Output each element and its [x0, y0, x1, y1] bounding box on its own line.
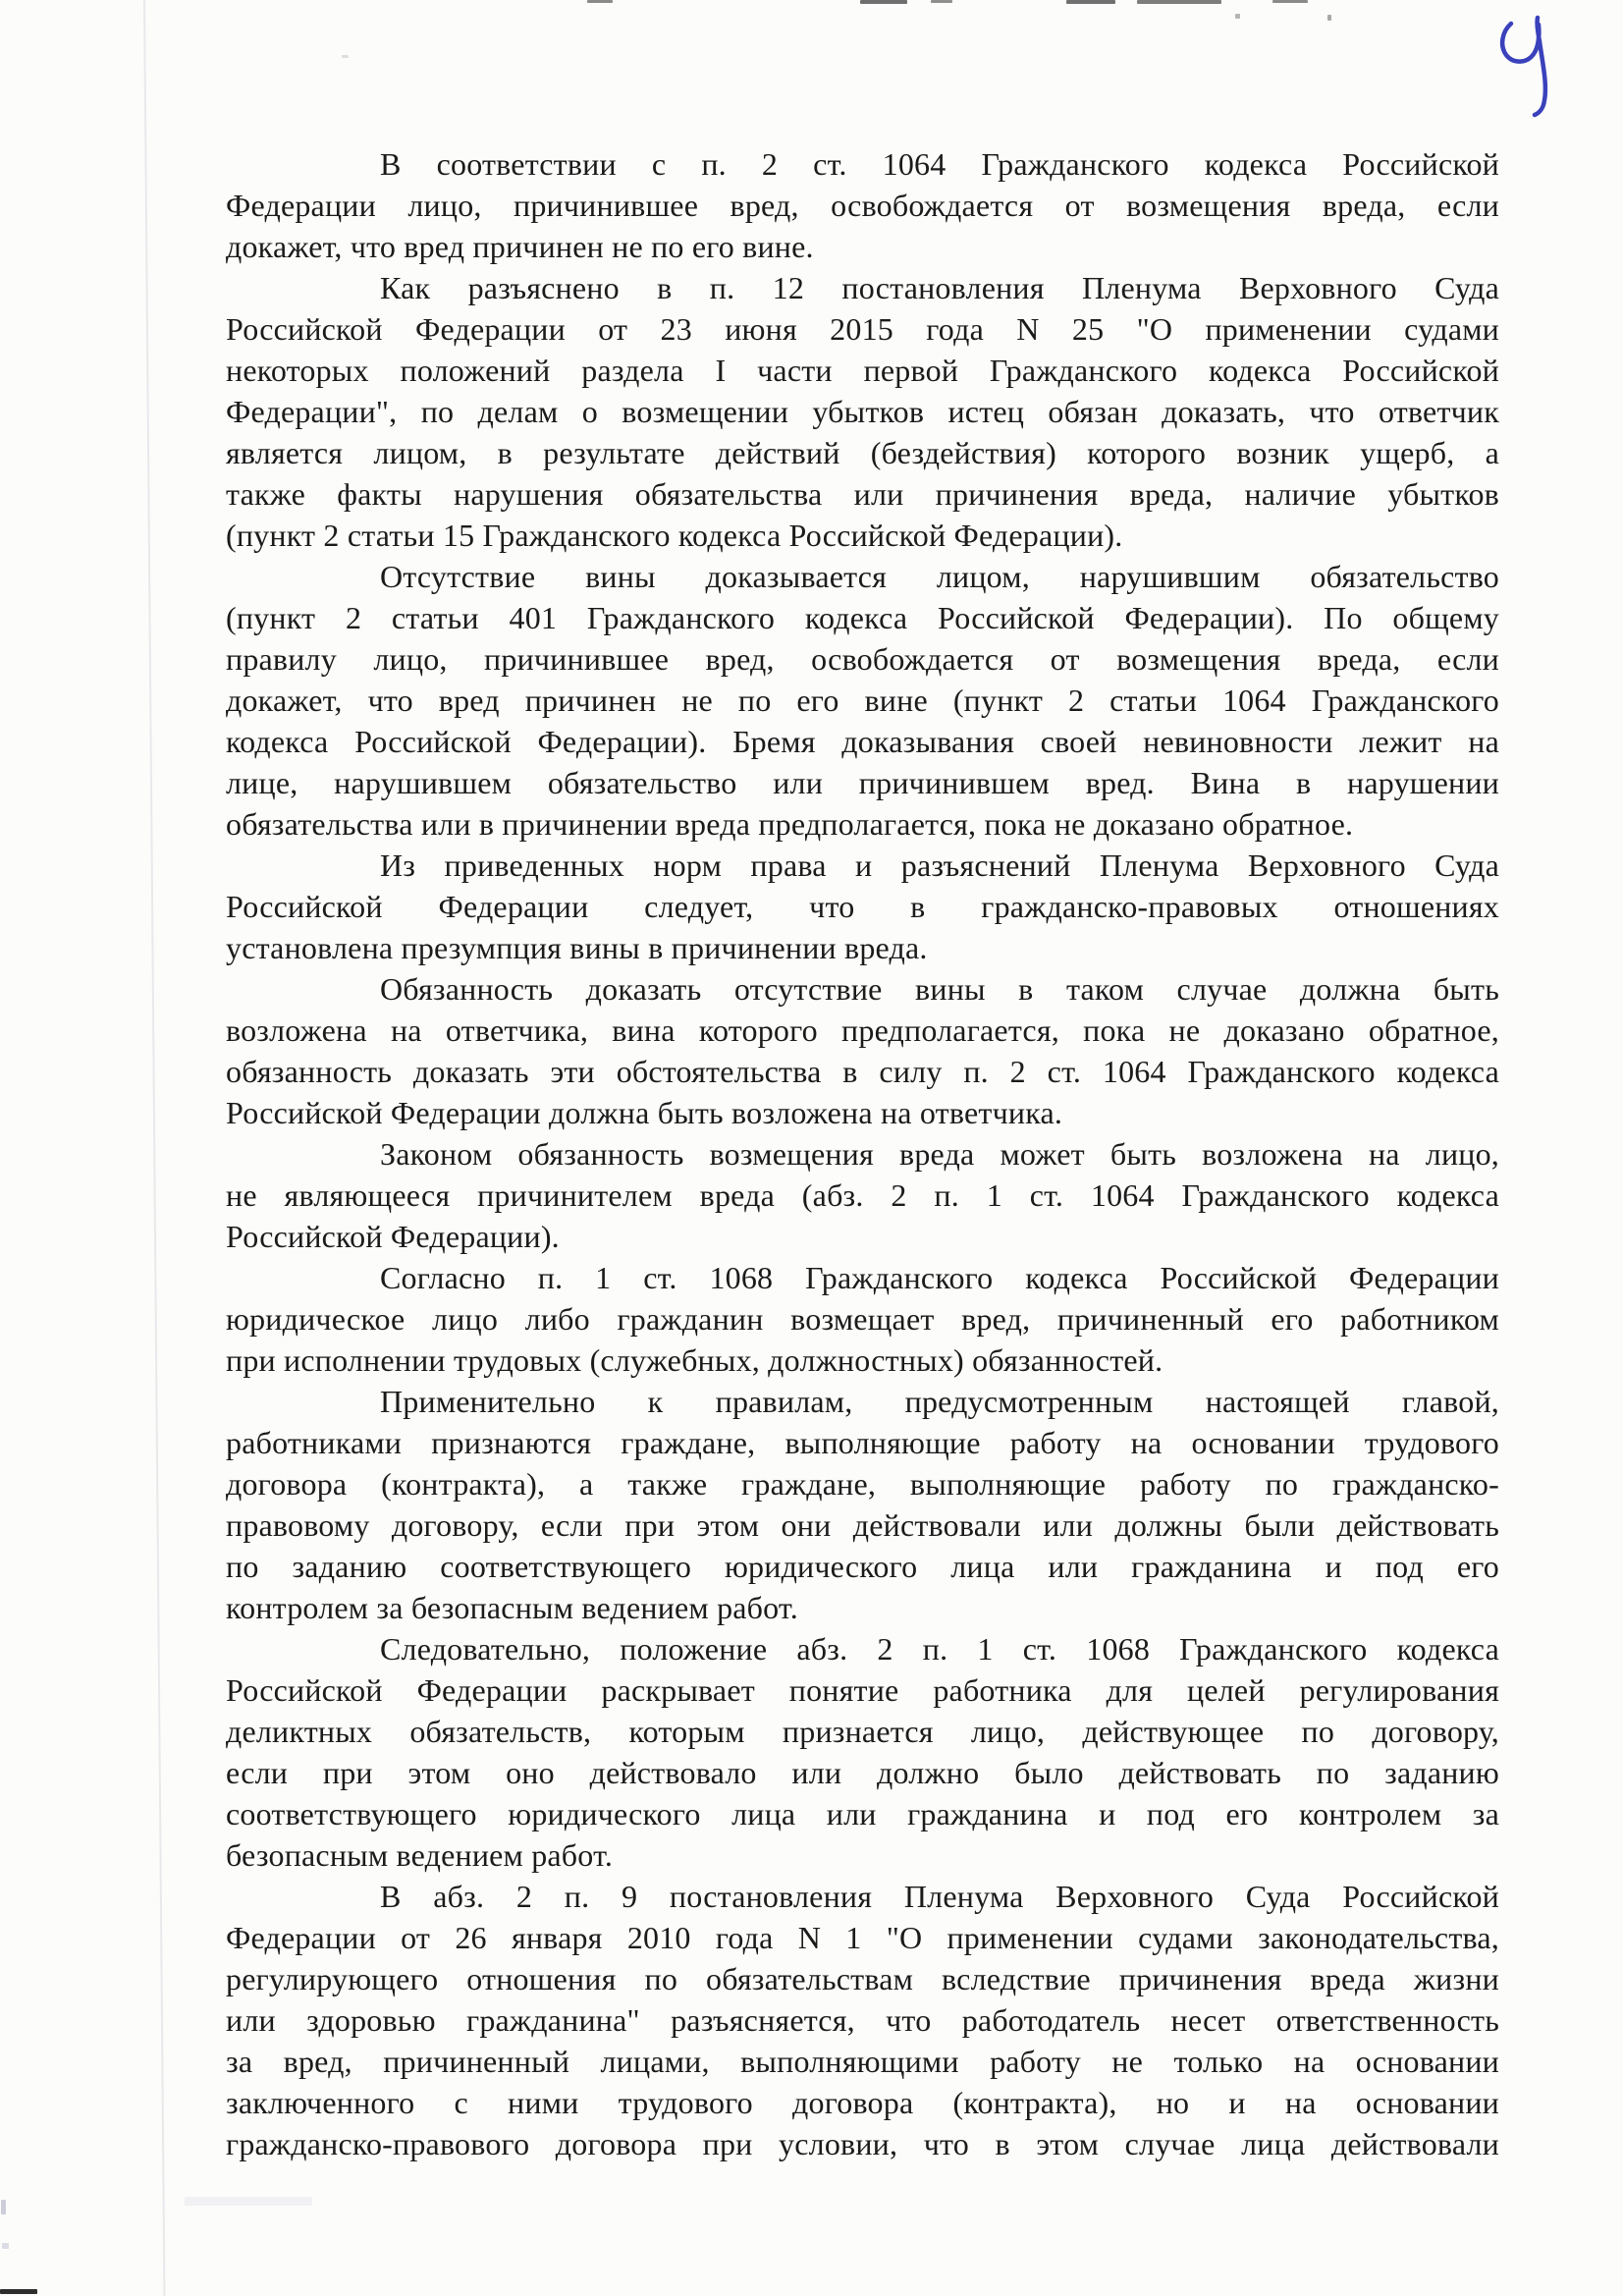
- scan-smudge: [185, 2197, 312, 2206]
- text-line: В соответствии с п. 2 ст. 1064 Гражданского кодекса Российской: [380, 146, 1499, 182]
- text-line: (пункт 2 статьи 401 Гражданского кодекса Российской Федерации). По общему: [226, 600, 1499, 635]
- text-line: (пункт 2 статьи 15 Гражданского кодекса Российской Федерации).: [226, 518, 1123, 553]
- text-line: обязательства или в причинении вреда предполагается, пока не доказано обратное.: [226, 806, 1354, 842]
- text-line: Согласно п. 1 ст. 1068 Гражданского кодекса Российской Федерации: [380, 1260, 1499, 1295]
- text-line: некоторых положений раздела I части первой Гражданского кодекса Российской: [226, 353, 1499, 388]
- scan-smudge: [1327, 15, 1331, 21]
- handwritten-page-number: [1490, 12, 1573, 118]
- scan-smudge: [0, 2289, 37, 2294]
- text-line: правилу лицо, причинившее вред, освобождается от возмещения вреда, если: [226, 641, 1499, 677]
- text-line: Обязанность доказать отсутствие вины в таком случае должна быть: [380, 971, 1499, 1007]
- text-line: является лицом, в результате действий (бездействия) которого возник ущерб, а: [226, 435, 1499, 470]
- text-line: Законом обязанность возмещения вреда может быть возложена на лицо,: [380, 1136, 1499, 1172]
- text-line: В абз. 2 п. 9 постановления Пленума Верховного Суда Российской: [380, 1879, 1499, 1914]
- text-line: Из приведенных норм права и разъяснений Пленума Верховного Суда: [380, 847, 1499, 883]
- scan-smudge: [587, 0, 613, 3]
- scan-smudge: [1, 2200, 6, 2214]
- scan-smudge: [860, 0, 907, 4]
- document-text: [226, 143, 1499, 2164]
- text-line: гражданско-правового договора при условии, что в этом случае лица действовали: [226, 2126, 1499, 2161]
- text-line: Федерации", по делам о возмещении убытков истец обязан доказать, что ответчик: [226, 394, 1499, 429]
- scan-smudge: [1066, 0, 1115, 4]
- text-line: договора (контракта), а также граждане, выполняющие работу по гражданско-: [226, 1466, 1499, 1502]
- text-line: Федерации лицо, причинившее вред, освобождается от возмещения вреда, если: [226, 188, 1499, 223]
- text-line: обязанность доказать эти обстоятельства в силу п. 2 ст. 1064 Гражданского кодекса: [226, 1054, 1499, 1089]
- text-line: работниками признаются граждане, выполняющие работу на основании трудового: [226, 1425, 1499, 1460]
- text-line: Отсутствие вины доказывается лицом, нарушившим обязательство: [380, 559, 1499, 594]
- text-line: правовому договору, если при этом они действовали или должны были действовать: [226, 1507, 1499, 1543]
- text-line: докажет, что вред причинен не по его вине.: [226, 229, 814, 264]
- text-line: деликтных обязательств, которым признается лицо, действующее по договору,: [226, 1714, 1499, 1749]
- text-line: Российской Федерации от 23 июня 2015 года N 25 "О применении судами: [226, 311, 1499, 347]
- text-line: если при этом оно действовало или должно было действовать по заданию: [226, 1755, 1499, 1790]
- text-line: кодекса Российской Федерации). Бремя доказывания своей невиновности лежит на: [226, 724, 1499, 759]
- text-line: установлена презумпция вины в причинении вреда.: [226, 930, 928, 965]
- text-line: Российской Федерации раскрывает понятие работника для целей регулирования: [226, 1672, 1499, 1708]
- text-line: Российской Федерации).: [226, 1219, 560, 1254]
- scan-smudge: [1137, 0, 1221, 4]
- text-line: или здоровью гражданина" разъясняется, что работодатель несет ответственность: [226, 2002, 1499, 2038]
- scan-smudge: [1235, 14, 1240, 19]
- text-line: Следовательно, положение абз. 2 п. 1 ст. 1068 Гражданского кодекса: [380, 1631, 1499, 1667]
- text-line: соответствующего юридического лица или гражданина и под его контролем за: [226, 1796, 1499, 1831]
- page-fold-line: [143, 0, 165, 2296]
- text-line: за вред, причиненный лицами, выполняющими работу не только на основании: [226, 2044, 1499, 2079]
- text-line: по заданию соответствующего юридического лица или гражданина и под его: [226, 1549, 1499, 1584]
- text-line: лице, нарушившем обязательство или причинившем вред. Вина в нарушении: [226, 765, 1499, 800]
- text-line: Применительно к правилам, предусмотренным настоящей главой,: [380, 1384, 1499, 1419]
- text-line: Федерации от 26 января 2010 года N 1 "О применении судами законодательства,: [226, 1920, 1499, 1955]
- text-line: контролем за безопасным ведением работ.: [226, 1590, 798, 1625]
- text-line: Российской Федерации следует, что в гражданско-правовых отношениях: [226, 889, 1499, 924]
- text-line: регулирующего отношения по обязательствам вследствие причинения вреда жизни: [226, 1961, 1499, 1996]
- scan-smudge: [1272, 0, 1308, 3]
- text-line: докажет, что вред причинен не по его вине (пункт 2 статьи 1064 Гражданского: [226, 683, 1499, 718]
- text-line: юридическое лицо либо гражданин возмещает вред, причиненный его работником: [226, 1301, 1499, 1337]
- scan-smudge: [342, 55, 349, 58]
- text-line: Российской Федерации должна быть возложена на ответчика.: [226, 1095, 1063, 1130]
- text-line: заключенного с ними трудового договора (контракта), но и на основании: [226, 2085, 1499, 2120]
- scan-smudge: [2, 2243, 9, 2249]
- text-line: при исполнении трудовых (служебных, должностных) обязанностей.: [226, 1342, 1163, 1378]
- scan-smudge: [931, 0, 952, 3]
- text-line: также факты нарушения обязательства или причинения вреда, наличие убытков: [226, 476, 1499, 512]
- text-line: не являющееся причинителем вреда (абз. 2 п. 1 ст. 1064 Гражданского кодекса: [226, 1177, 1499, 1213]
- text-line: Как разъяснено в п. 12 постановления Пленума Верховного Суда: [380, 270, 1499, 305]
- text-line: возложена на ответчика, вина которого предполагается, пока не доказано обратное,: [226, 1012, 1499, 1048]
- text-line: безопасным ведением работ.: [226, 1837, 614, 1873]
